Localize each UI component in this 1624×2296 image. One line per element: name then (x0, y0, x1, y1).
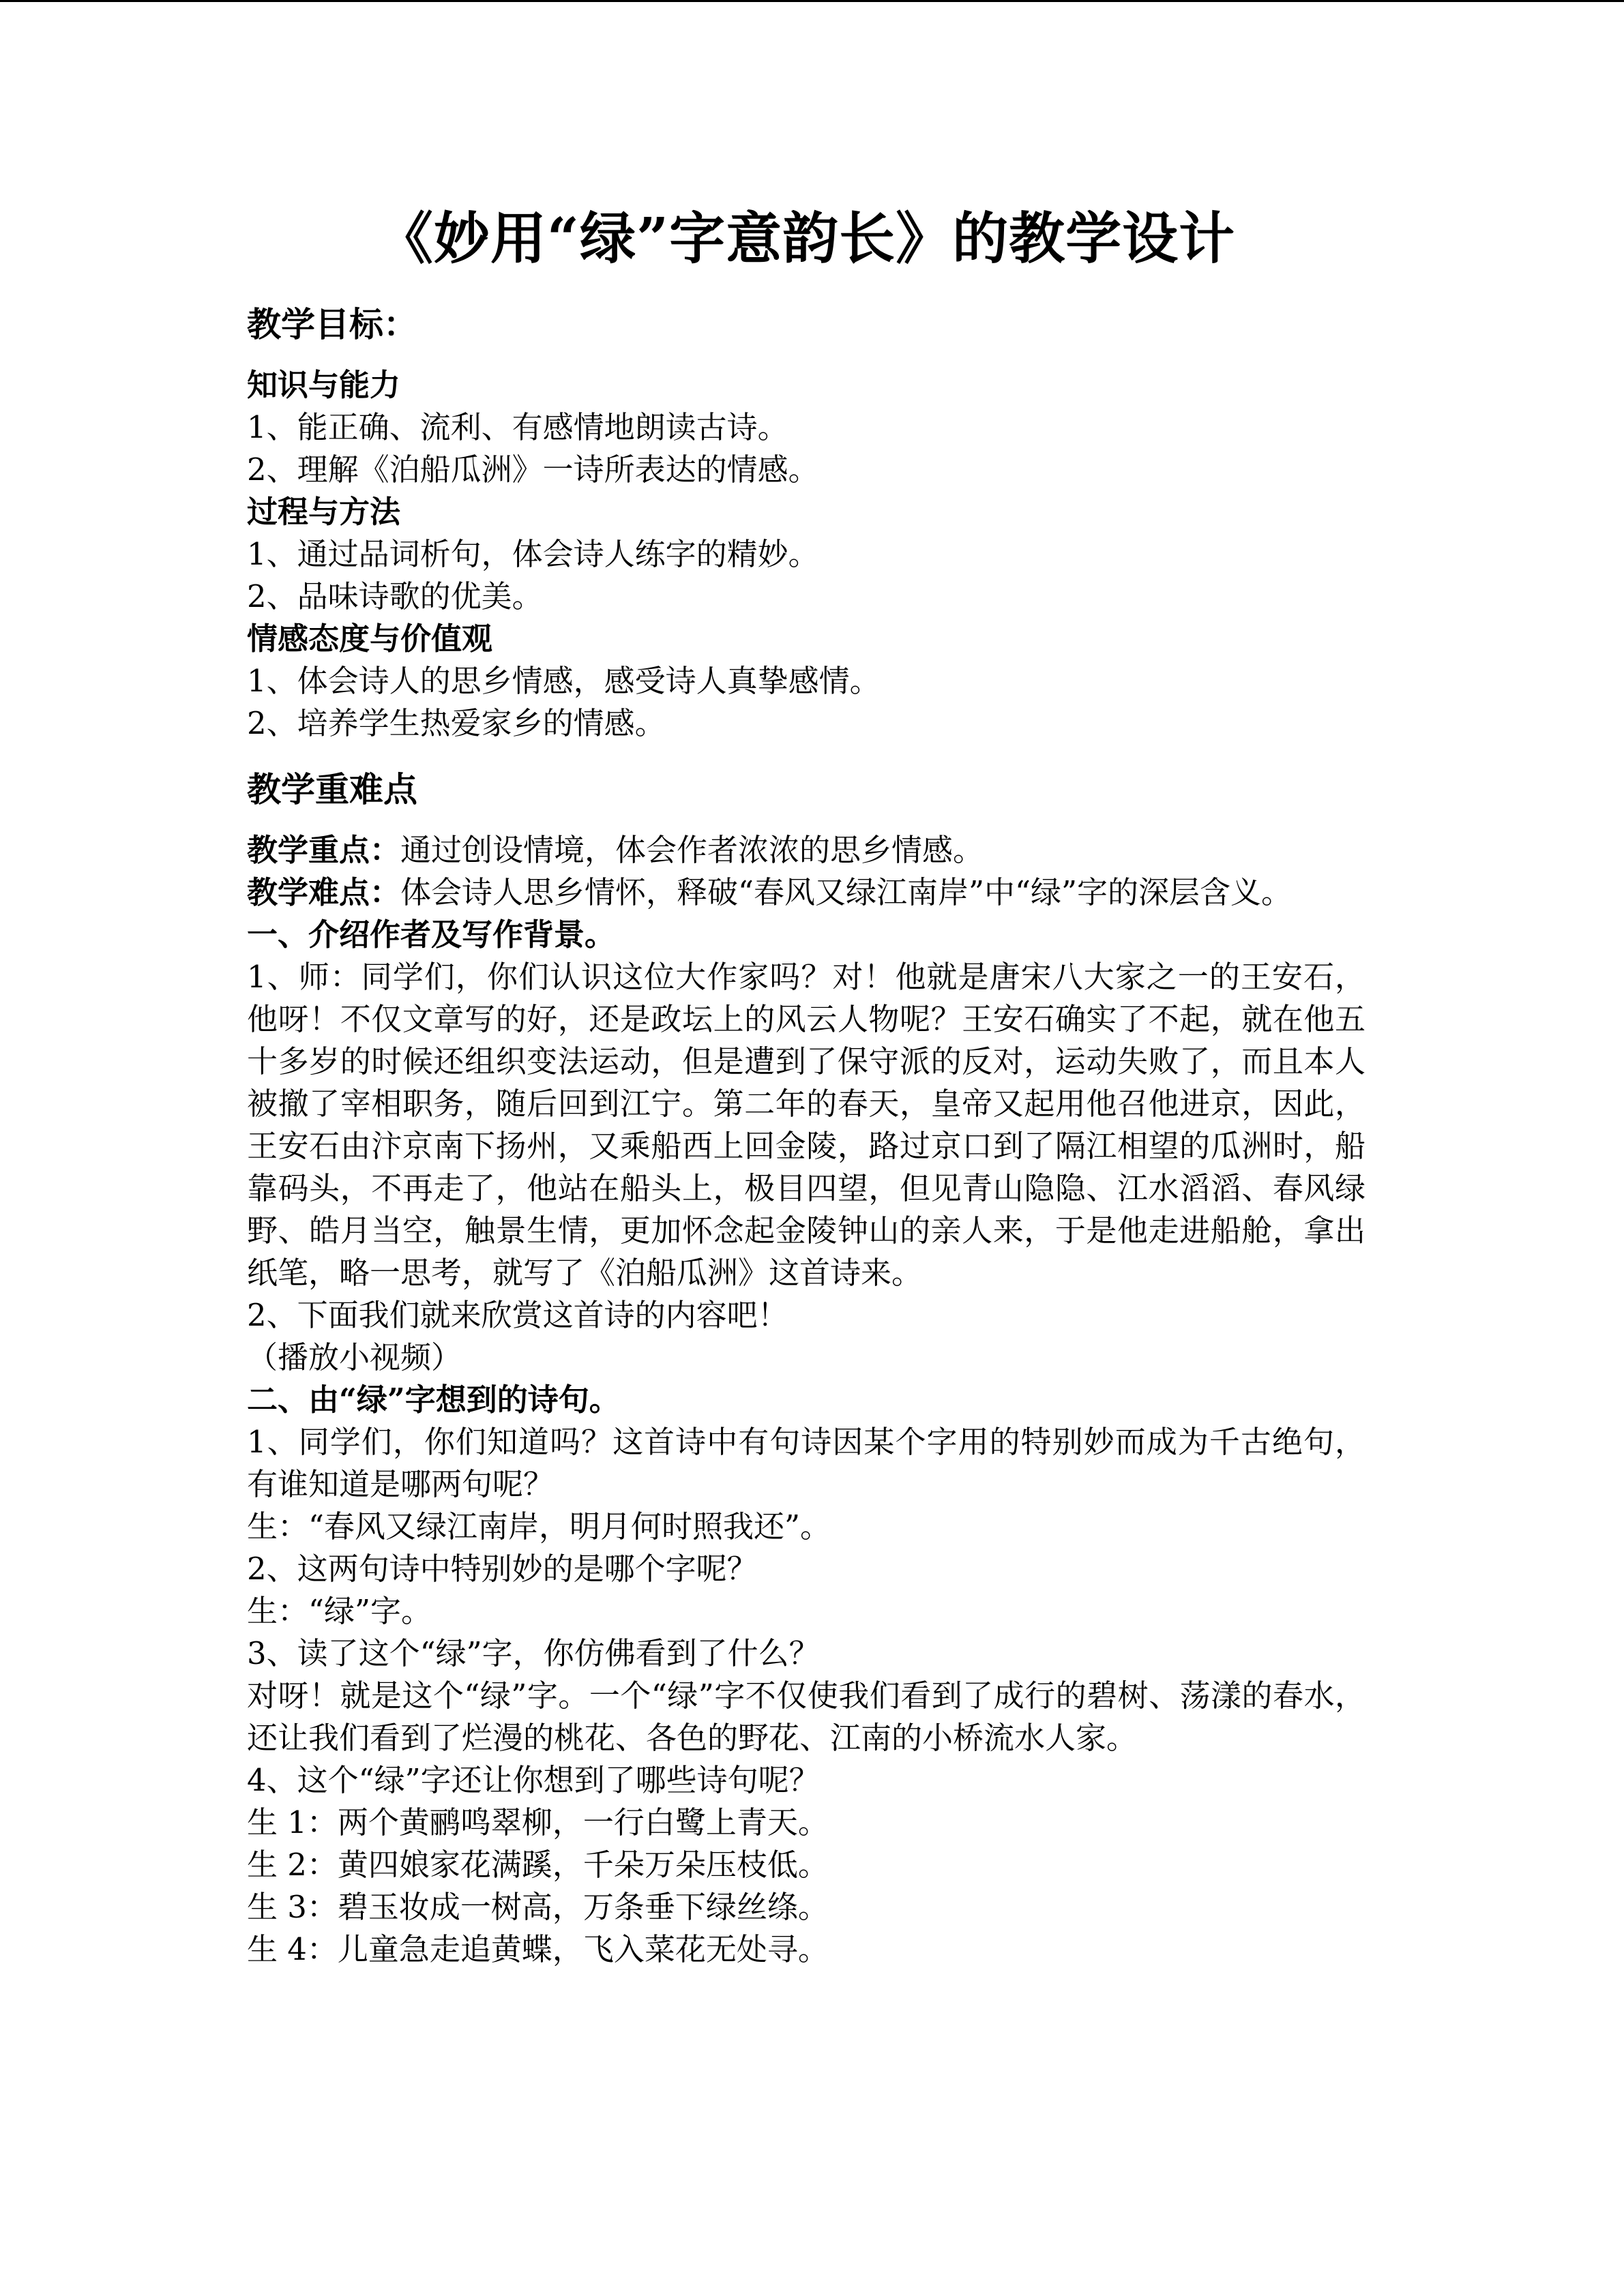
part2-line: 1、同学们，你们知道吗？这首诗中有句诗因某个字用的特别妙而成为千古绝句，有谁知道是哪两句呢？ (247, 1424, 1365, 1502)
part2-line: 生 4：儿童急走追黄蝶，飞入菜花无处寻。 (247, 1931, 829, 1967)
teaching-difficulty (247, 871, 1365, 914)
objective-item: 2、品味诗歌的优美。 (247, 578, 543, 614)
objective-item: 2、培养学生热爱家乡的情感。 (247, 705, 666, 741)
objective-item: 2、理解《泊船瓜洲》一诗所表达的情感。 (247, 451, 819, 488)
part2-line: 生：“绿”字。 (247, 1593, 432, 1629)
teaching-difficulty-label: 教学难点： (247, 874, 401, 910)
part2-line: 对呀！就是这个“绿”字。一个“绿”字不仅使我们看到了成行的碧树、荡漾的春水，还让我们看到了烂漫的桃花、各色的野花、江南的小桥流水人家。 (247, 1678, 1365, 1756)
part2-line: 生：“春风又绿江南岸，明月何时照我还”。 (247, 1508, 831, 1545)
part2-line: 生 1：两个黄鹂鸣翠柳，一行白鹭上青天。 (247, 1804, 829, 1840)
objective-item: 1、能正确、流利、有感情地朗读古诗。 (247, 409, 788, 445)
teaching-focus (247, 829, 1365, 871)
part2-heading: 二、由“绿”字想到的诗句。 (247, 1382, 620, 1418)
part1-heading: 一、介绍作者及写作背景。 (247, 916, 616, 953)
document-title: 《妙用“绿”字意韵长》的教学设计 (377, 206, 1236, 271)
part2-line: 3、读了这个“绿”字，你仿佛看到了什么？ (247, 1635, 820, 1671)
part1-paragraph: 1、师：同学们，你们认识这位大作家吗？对！他就是唐宋八大家之一的王安石，他呀！不仅文章写的好，还是政坛上的风云人物呢？王安石确实了不起，就在他五十多岁的时候还组织变法运动，但是遭到了保守派的反对，运动失败了，而且本人被撤了宰相职务，随后回到江宁。第二年的春天，皇帝又起用他召他进京，因此，王安石由汴京南下扬州，又乘船西上回金陵，路过京口到了隔江相望的瓜洲时，船靠码头，不再走了，他站在船头上，极目四望，但见青山隐隐、江水滔滔、春风绿野、皓月当空，触景生情，更加怀念起金陵钟山的亲人来，于是他走进船舱，拿出纸笔，略一思考，就写了《泊船瓜洲》这首诗来。 (247, 959, 1365, 1291)
objective-item: 1、体会诗人的思乡情感，感受诗人真挚感情。 (247, 663, 881, 699)
part1-paragraph: （播放小视频） (247, 1339, 462, 1375)
document-page (247, 198, 1365, 1971)
teaching-focus-label: 教学重点： (247, 832, 401, 868)
part1-paragraph: 2、下面我们就来欣赏这首诗的内容吧！ (247, 1297, 788, 1333)
key-points-heading: 教学重难点 (247, 769, 417, 809)
objectives-heading: 教学目标： (247, 304, 417, 344)
teaching-focus-text: 通过创设情境，体会作者浓浓的思乡情感。 (400, 832, 984, 868)
page-top-border (0, 0, 1624, 2)
part2-line: 生 3：碧玉妆成一树高，万条垂下绿丝绦。 (247, 1889, 829, 1925)
objective-group-label: 情感态度与价值观 (247, 621, 493, 657)
part2-line: 4、这个“绿”字还让你想到了哪些诗句呢？ (247, 1762, 820, 1798)
objective-group-label: 知识与能力 (247, 367, 401, 403)
part2-line: 2、这两句诗中特别妙的是哪个字呢？ (247, 1551, 758, 1587)
objective-item: 1、通过品词析句，体会诗人练字的精妙。 (247, 536, 819, 572)
objective-group-label: 过程与方法 (247, 494, 401, 530)
part2-line: 生 2：黄四娘家花满蹊，千朵万朵压枝低。 (247, 1847, 829, 1883)
teaching-difficulty-text: 体会诗人思乡情怀，释破“春风又绿江南岸”中“绿”字的深层含义。 (400, 874, 1293, 910)
